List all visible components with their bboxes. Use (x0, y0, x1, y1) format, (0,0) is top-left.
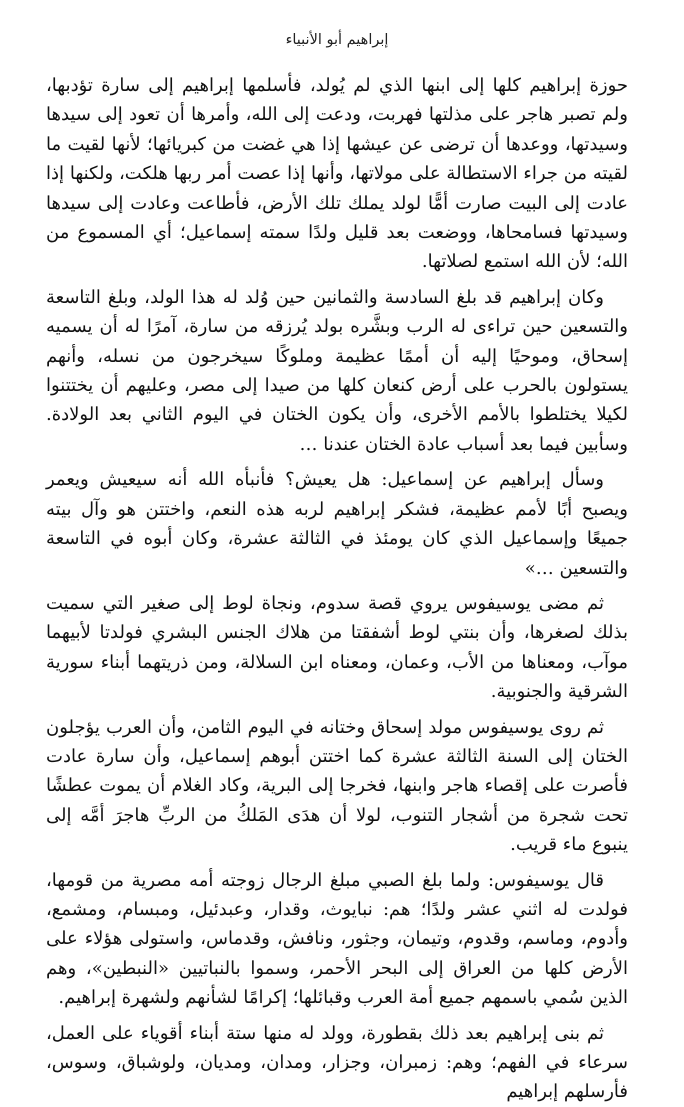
running-header-title: إبراهيم أبو الأنبياء (285, 32, 389, 48)
paragraph: قال يوسيفوس: ولما بلغ الصبي مبلغ الرجال زوجته أمه مصرية من قومها، فولدت له اثني عشر ولدًا؛ هم: نبايوث، وقدار، وعبدئيل، ومبسام، ومشمع، وأدوم، وماسم، وقدوم، وتيمان، وجثور، ونافش، وقدماس، واستولى هؤلاء على الأرض كلها من العراق إلى البحر الأحمر، وسموا بالنباتيين «النبطين»، وهم الذين سُمي باسمهم جميع أمة العرب وقبائلها؛ إكرامًا لشأنهم ولشهرة إبراهيم. (46, 869, 628, 1009)
paragraph: ثم روى يوسيفوس مولد إسحاق وختانه في اليوم الثامن، وأن العرب يؤجلون الختان إلى السنة الثالثة عشرة كما اختتن أبوهم إسماعيل، وأن سارة عادت فأصرت على إقصاء هاجر وابنها، فخرجا إلى البرية، وكاد الغلام أن يموت عطشًا تحت شجرة من أشجار التنوب، لولا أن هدَى المَلكُ من الربِّ هاجرَ أمَّه إلى ينبوع ماء قريب. (46, 716, 628, 856)
paragraph: ثم بنى إبراهيم بعد ذلك بقطورة، وولد له منها ستة أبناء أقوياء على العمل، سرعاء في الفهم؛ وهم: زمبران، وجزار، ومدان، ومديان، ولوشباق، وسوس، فأرسلهم إبراهيم (46, 1022, 628, 1103)
body-text (46, 71, 628, 1107)
paragraph: حوزة إبراهيم كلها إلى ابنها الذي لم يُولد، فأسلمها إبراهيم إلى سارة تؤدبها، ولم تصبر هاجر على مذلتها فهربت، ودعت إلى الله، وأمرها أن تعود إلى سيدها وسيدتها، ووعدها أن ترضى عن عيشها إذا هي غضت من كبريائها؛ لأنها لقيت ما لقيته من جراء الاستطالة على مولاتها، وأنها إذا عصت أمر ربها هلكت، ولكنها إذا عادت إلى البيت صارت أمًّا لولد يملك تلك الأرض، فأطاعت وعادت إلى سيدها وسيدتها فسامحاها، ووضعت بعد قليل ولدًا سمته إسماعيل؛ أي المسموع من الله؛ لأن الله استمع لصلاتها. (46, 75, 628, 273)
paragraph: وكان إبراهيم قد بلغ السادسة والثمانين حين وُلد له هذا الولد، وبلغ التاسعة والتسعين حين تراءى له الرب وبشَّره بولد يُرزقه من سارة، آمرًا له أن يسميه إسحاق، وموحيًا إليه أن أممًا عظيمة وملوكًا سيخرجون من نسله، وأنهم يستولون بالحرب على أرض كنعان كلها من صيدا إلى مصر، وعليهم أن يختتنوا لكيلا يختلطوا بالأمم الأخرى، وأن يكون الختان في اليوم الثاني بعد الولادة. وسأبين فيما بعد أسباب عادة الختان عندنا … (46, 286, 628, 455)
paragraph: وسأل إبراهيم عن إسماعيل: هل يعيش؟ فأنبأه الله أنه سيعيش ويعمر ويصبح أبًا لأمم عظيمة، فشكر إبراهيم لربه هذه النعم، واختتن هو وآل بيته جميعًا وإسماعيل الذي كان يومئذ في الثالثة عشرة، وكان أبوه في التاسعة والتسعين …» (46, 469, 628, 579)
paragraph: ثم مضى يوسيفوس يروي قصة سدوم، ونجاة لوط إلى صغير التي سميت بذلك لصغرها، وأن بنتي لوط أشفقتا من هلاك الجنس البشري فولدتا لأبيهما موآب، ومعناها من الأب، وعمان، ومعناه ابن السلالة، ومن ذريتهما أبناء سورية الشرقية والجنوبية. (46, 592, 628, 703)
